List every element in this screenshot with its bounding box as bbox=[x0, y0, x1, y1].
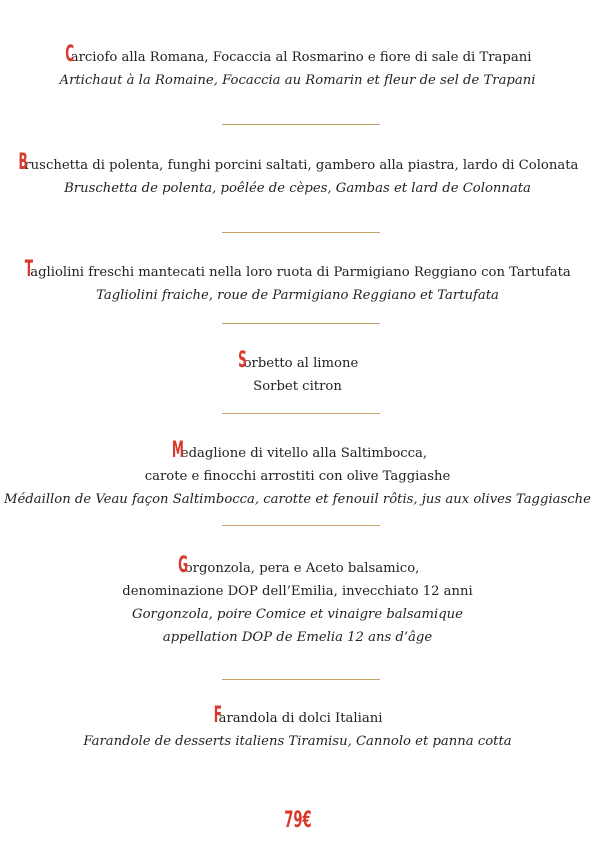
course-initial: G bbox=[177, 553, 188, 578]
divider bbox=[222, 323, 380, 324]
course-initial: F bbox=[213, 703, 222, 728]
course-farandola bbox=[0, 703, 595, 753]
course-italian-line: Sorbetto al limone bbox=[237, 348, 359, 373]
course-french-line: Gorgonzola, poire Comice et vinaigre balsamique bbox=[132, 607, 463, 622]
course-italian-line: Sorbet citron bbox=[253, 379, 342, 394]
course-italian-line: Bruschetta di polenta, funghi porcini saltati, gambero alla piastra, lardo di Colonata bbox=[18, 150, 579, 175]
course-initial: T bbox=[24, 257, 34, 282]
course-italian-line: Tagliolini freschi mantecati nella loro ruota di Parmigiano Reggiano con Tartufata bbox=[24, 257, 571, 282]
course-italian-line: Farandola di dolci Italiani bbox=[213, 703, 383, 728]
course-french-line: Farandole de desserts italiens Tiramisu, Cannolo et panna cotta bbox=[83, 734, 512, 749]
course-initial: C bbox=[64, 42, 74, 67]
course-bruschetta bbox=[0, 150, 595, 200]
course-initial: S bbox=[237, 348, 247, 373]
menu-price: 79€ bbox=[283, 808, 312, 833]
course-tagliolini bbox=[0, 257, 595, 307]
course-italian-line: Carciofo alla Romana, Focaccia al Rosmarino e fiore di sale di Trapani bbox=[64, 42, 532, 67]
course-carciofo bbox=[0, 42, 595, 92]
course-initial: M bbox=[171, 438, 184, 463]
course-italian-line: Medaglione di vitello alla Saltimbocca, bbox=[171, 438, 428, 463]
course-medaglione bbox=[0, 438, 595, 511]
course-gorgonzola bbox=[0, 553, 595, 649]
divider bbox=[222, 413, 380, 414]
course-french-line: Tagliolini fraiche, roue de Parmigiano Reggiano et Tartufata bbox=[96, 288, 499, 303]
course-italian-line: carote e finocchi arrostiti con olive Taggiashe bbox=[144, 469, 451, 484]
course-italian-line: denominazione DOP dell’Emilia, invecchiato 12 anni bbox=[122, 584, 473, 599]
course-french-line: Médaillon de Veau façon Saltimbocca, carotte et fenouil rôtis, jus aux olives Taggiasche bbox=[4, 492, 591, 507]
course-sorbetto bbox=[0, 348, 595, 398]
course-french-line: Artichaut à la Romaine, Focaccia au Romarin et fleur de sel de Trapani bbox=[59, 73, 536, 88]
divider bbox=[222, 525, 380, 526]
course-french-line: appellation DOP de Emelia 12 ans d’âge bbox=[162, 630, 433, 645]
divider bbox=[222, 124, 380, 125]
course-french-line: Bruschetta de polenta, poêlée de cèpes, Gambas et lard de Colonnata bbox=[64, 181, 531, 196]
divider bbox=[222, 679, 380, 680]
course-initial: B bbox=[18, 150, 28, 175]
divider bbox=[222, 232, 380, 233]
course-italian-line: Gorgonzola, pera e Aceto balsamico, bbox=[177, 553, 420, 578]
